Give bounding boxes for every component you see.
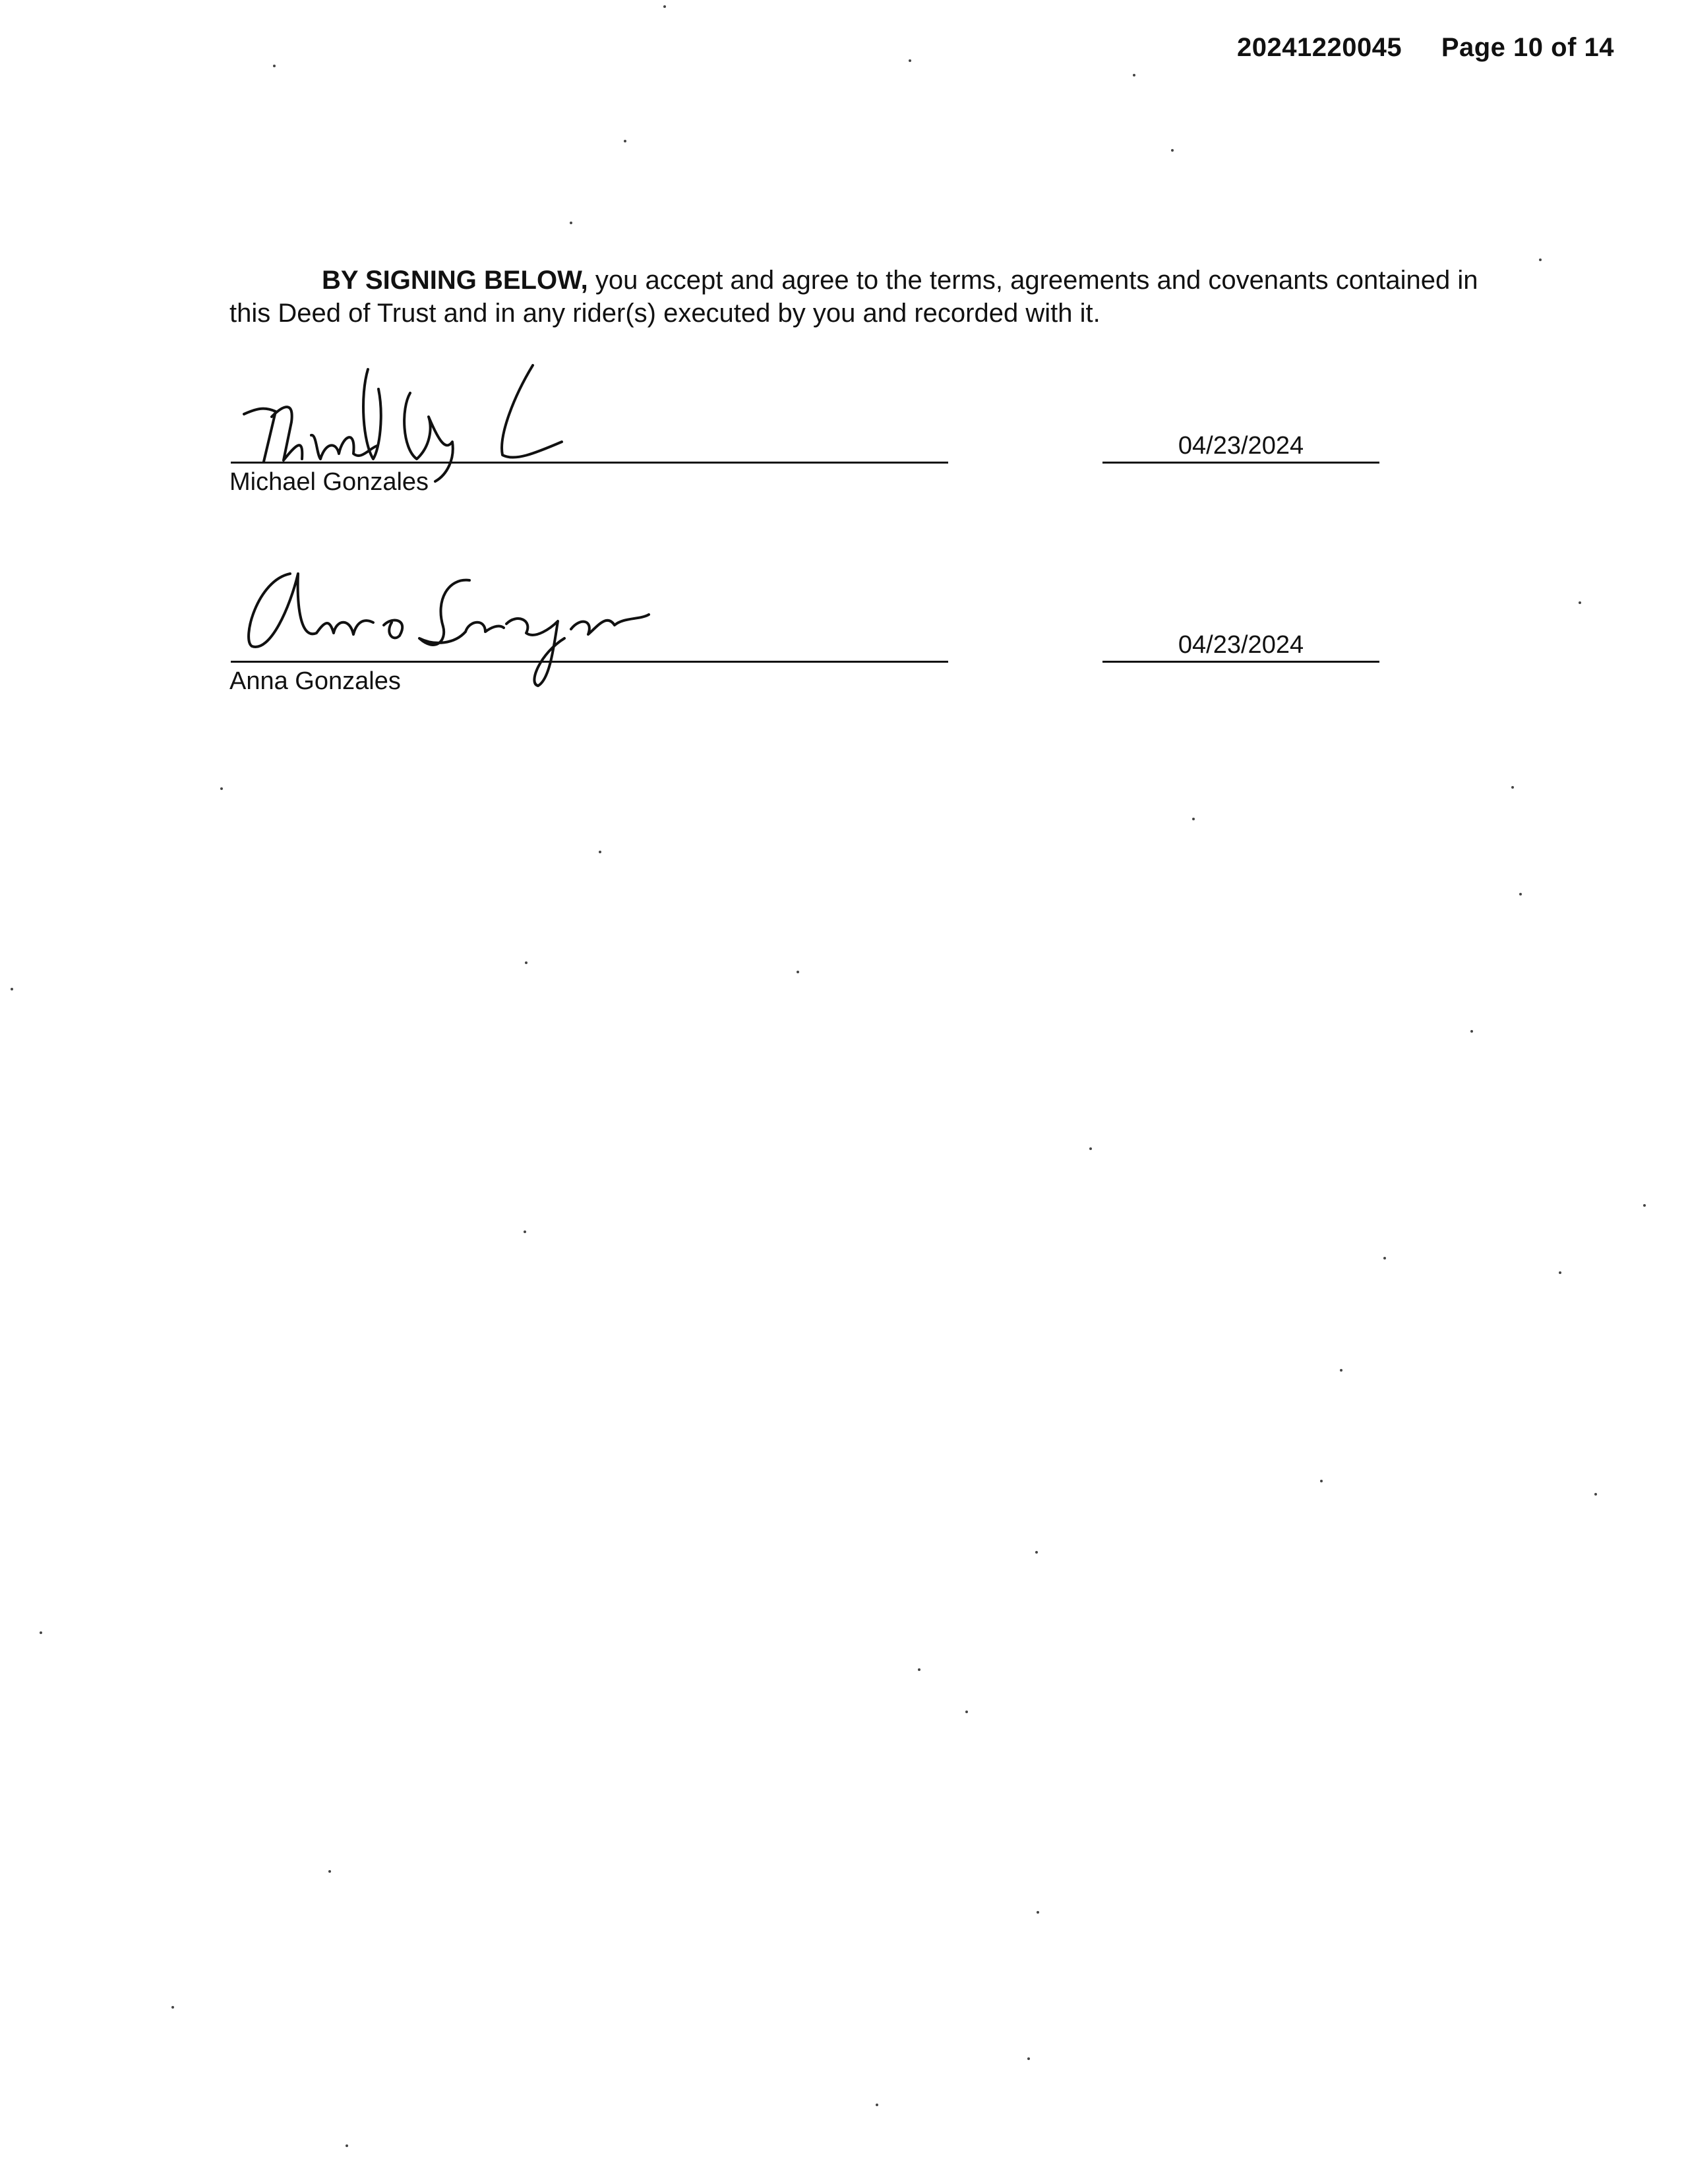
speck [1470,1030,1473,1033]
signature-line-1 [231,462,948,464]
speck [1511,786,1514,789]
speck [525,961,528,964]
speck [171,2006,174,2009]
signer-name-2: Anna Gonzales [229,667,401,695]
clause-text: you accept and agree to the terms, agreements and covenants contained in this Deed of Trust and in any rider(s) executed by you and recorded with it. [229,266,1478,328]
speck [876,2104,878,2106]
speck [1643,1204,1646,1207]
speck [220,787,223,790]
speck [1035,1551,1038,1554]
speck [1539,258,1542,261]
document-number: 20241220045 [1236,33,1402,62]
signature-clause [229,264,1482,330]
speck [1027,2057,1030,2060]
speck [1340,1369,1342,1372]
speck [1559,1271,1561,1274]
speck [40,1631,42,1634]
speck [1037,1911,1039,1914]
speck [965,1711,968,1713]
speck [663,5,666,8]
page-header [1237,33,1614,63]
speck [1089,1147,1092,1150]
speck [524,1230,526,1233]
speck [1192,818,1195,820]
signature-line-2 [231,661,948,663]
date-line-1 [1102,462,1379,464]
speck [599,851,601,853]
speck [346,2144,348,2147]
signer-name-1: Michael Gonzales [229,468,429,496]
speck [1383,1257,1386,1259]
signature-date-2: 04/23/2024 [1178,631,1304,659]
page-label: Page 10 of 14 [1441,33,1614,62]
speck [328,1870,331,1873]
signature-date-1: 04/23/2024 [1178,432,1304,460]
clause-lead: BY SIGNING BELOW, [322,266,588,295]
speck [1579,601,1581,604]
speck [918,1668,920,1671]
speck [11,988,13,990]
speck [1133,74,1135,76]
speck [1171,149,1174,152]
speck [797,971,799,973]
speck [1519,893,1522,895]
speck [1320,1480,1323,1482]
speck [909,59,911,62]
speck [624,140,626,142]
speck [1594,1493,1597,1496]
speck [570,222,572,224]
speck [273,65,276,67]
date-line-2 [1102,661,1379,663]
